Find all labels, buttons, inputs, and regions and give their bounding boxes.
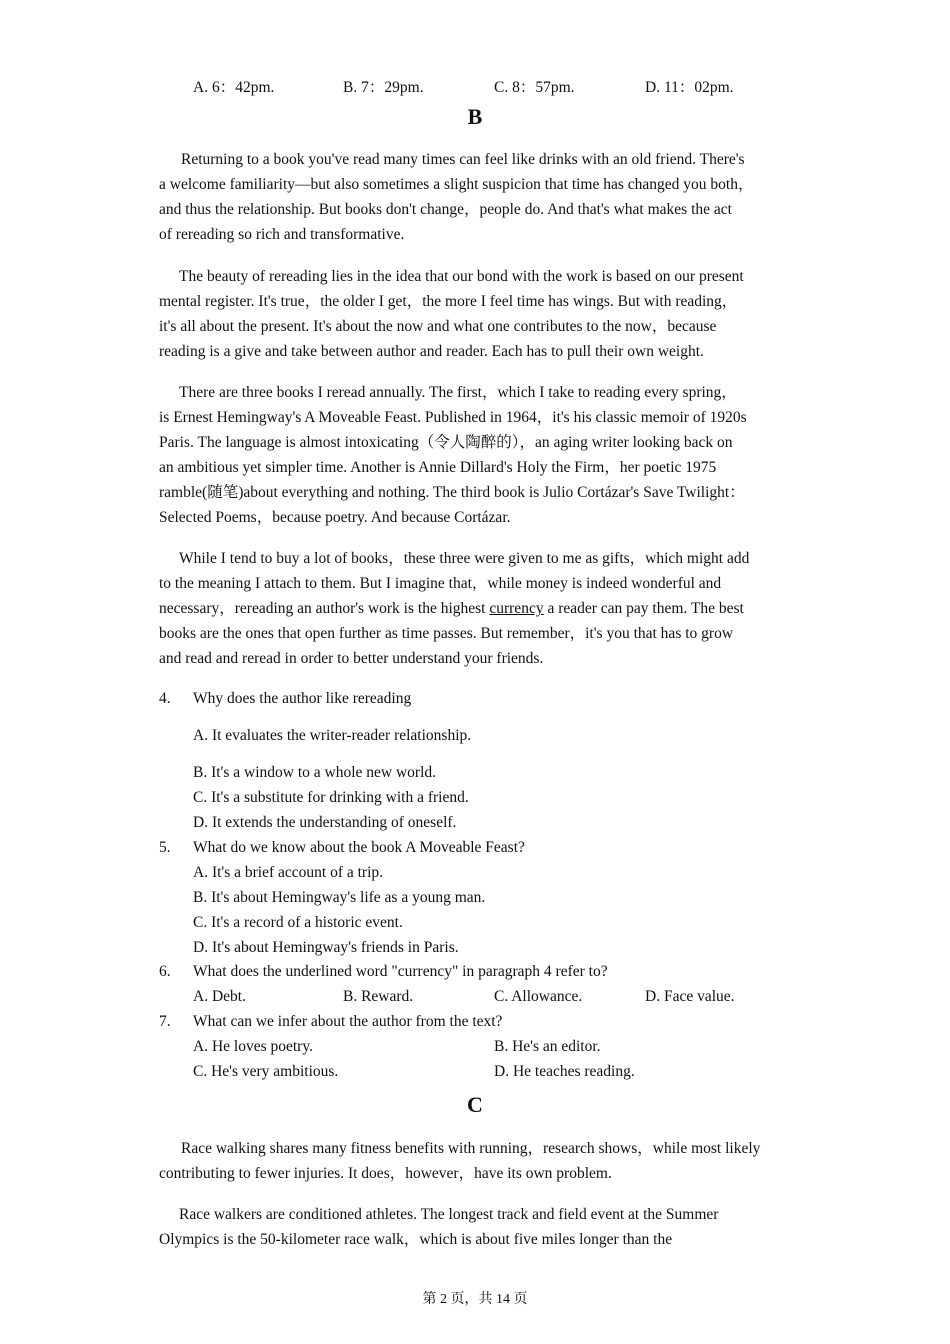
option-a[interactable]: A. He loves poetry. bbox=[193, 1038, 313, 1055]
text-line: and read and reread in order to better understand your friends. bbox=[159, 650, 544, 667]
option-b[interactable]: B. 7：29pm. bbox=[343, 79, 424, 96]
page-footer: 第 2 页，共 14 页 bbox=[422, 1292, 528, 1307]
option-c[interactable]: C. Allowance. bbox=[494, 988, 583, 1005]
section-heading-c: C bbox=[467, 1092, 483, 1117]
underlined-word-currency: currency bbox=[489, 600, 544, 617]
text-line: an ambitious yet simpler time. Another is Annie Dillard's Holy the Firm，her poetic 1975 bbox=[159, 459, 717, 476]
option-d[interactable]: D. It's about Hemingway's friends in Paris. bbox=[193, 939, 459, 956]
option-d[interactable]: D. It extends the understanding of oneself. bbox=[193, 814, 457, 831]
text-line: The beauty of rereading lies in the idea that our bond with the work is based on our present bbox=[179, 268, 744, 285]
option-b[interactable]: B. He's an editor. bbox=[494, 1038, 601, 1055]
text-line: it's all about the present. It's about the now and what one contributes to the now，because bbox=[159, 318, 717, 335]
text-line: ramble(随笔)about everything and nothing. The third book is Julio Cortázar's Save Twilight： bbox=[159, 484, 745, 501]
option-b[interactable]: B. Reward. bbox=[343, 988, 414, 1005]
text-segment: a reader can pay them. The best bbox=[547, 600, 744, 617]
text-line: books are the ones that open further as time passes. But remember，it's you that has to grow bbox=[159, 625, 734, 642]
text-line: There are three books I reread annually. The first，which I take to reading every spring， bbox=[179, 384, 737, 401]
text-line: reading is a give and take between author and reader. Each has to pull their own weight. bbox=[159, 343, 704, 360]
text-line: is Ernest Hemingway's A Moveable Feast. Published in 1964，it's his classic memoir of 1920s bbox=[159, 409, 747, 426]
option-b[interactable]: B. It's a window to a whole new world. bbox=[193, 764, 437, 781]
option-c[interactable]: C. It's a substitute for drinking with a friend. bbox=[193, 789, 469, 806]
text-line: of rereading so rich and transformative. bbox=[159, 226, 405, 243]
option-c[interactable]: C. 8：57pm. bbox=[494, 79, 575, 96]
text-line: mental register. It's true，the older I get，the more I feel time has wings. But with reading， bbox=[159, 293, 738, 310]
option-c[interactable]: C. It's a record of a historic event. bbox=[193, 914, 403, 931]
option-d[interactable]: D. He teaches reading. bbox=[494, 1063, 635, 1080]
text-line: Selected Poems，because poetry. And because Cortázar. bbox=[159, 509, 511, 526]
question-number: 6. bbox=[159, 963, 171, 980]
option-a[interactable]: A. It's a brief account of a trip. bbox=[193, 864, 384, 881]
text-line: Paris. The language is almost intoxicating（令人陶醉的），an aging writer looking back on bbox=[159, 434, 733, 451]
question-text: Why does the author like rereading bbox=[193, 690, 412, 707]
text-line: Race walkers are conditioned athletes. The longest track and field event at the Summer bbox=[179, 1206, 719, 1223]
text-line: a welcome familiarity—but also sometimes a slight suspicion that time has changed you both， bbox=[159, 176, 754, 193]
option-c[interactable]: C. He's very ambitious. bbox=[193, 1063, 339, 1080]
question-text: What can we infer about the author from the text? bbox=[193, 1013, 503, 1030]
option-a[interactable]: A. 6：42pm. bbox=[193, 79, 275, 96]
question-number: 7. bbox=[159, 1013, 171, 1030]
text-segment: necessary，rereading an author's work is the highest bbox=[159, 600, 486, 617]
text-line: contributing to fewer injuries. It does，however，have its own problem. bbox=[159, 1165, 612, 1182]
question-text: What does the underlined word "currency" in paragraph 4 refer to? bbox=[193, 963, 608, 980]
text-line bbox=[159, 596, 744, 621]
section-heading-b: B bbox=[467, 104, 483, 129]
option-d[interactable]: D. Face value. bbox=[645, 988, 735, 1005]
text-line: While I tend to buy a lot of books，these three were given to me as gifts，which might add bbox=[179, 550, 750, 567]
text-line: Returning to a book you've read many times can feel like drinks with an old friend. There's bbox=[181, 151, 745, 168]
option-a[interactable]: A. Debt. bbox=[193, 988, 246, 1005]
option-a[interactable]: A. It evaluates the writer-reader relationship. bbox=[193, 727, 472, 744]
text-line: Olympics is the 50-kilometer race walk，which is about five miles longer than the bbox=[159, 1231, 673, 1248]
text-line: to the meaning I attach to them. But I imagine that，while money is indeed wonderful and bbox=[159, 575, 722, 592]
text-line: and thus the relationship. But books don't change，people do. And that's what makes the act bbox=[159, 201, 732, 218]
option-b[interactable]: B. It's about Hemingway's life as a young man. bbox=[193, 889, 486, 906]
text-line: Race walking shares many fitness benefits with running，research shows，while most likely bbox=[181, 1140, 761, 1157]
option-d[interactable]: D. 11：02pm. bbox=[645, 79, 734, 96]
question-number: 5. bbox=[159, 839, 171, 856]
question-text: What do we know about the book A Moveable Feast? bbox=[193, 839, 525, 856]
question-number: 4. bbox=[159, 690, 171, 707]
